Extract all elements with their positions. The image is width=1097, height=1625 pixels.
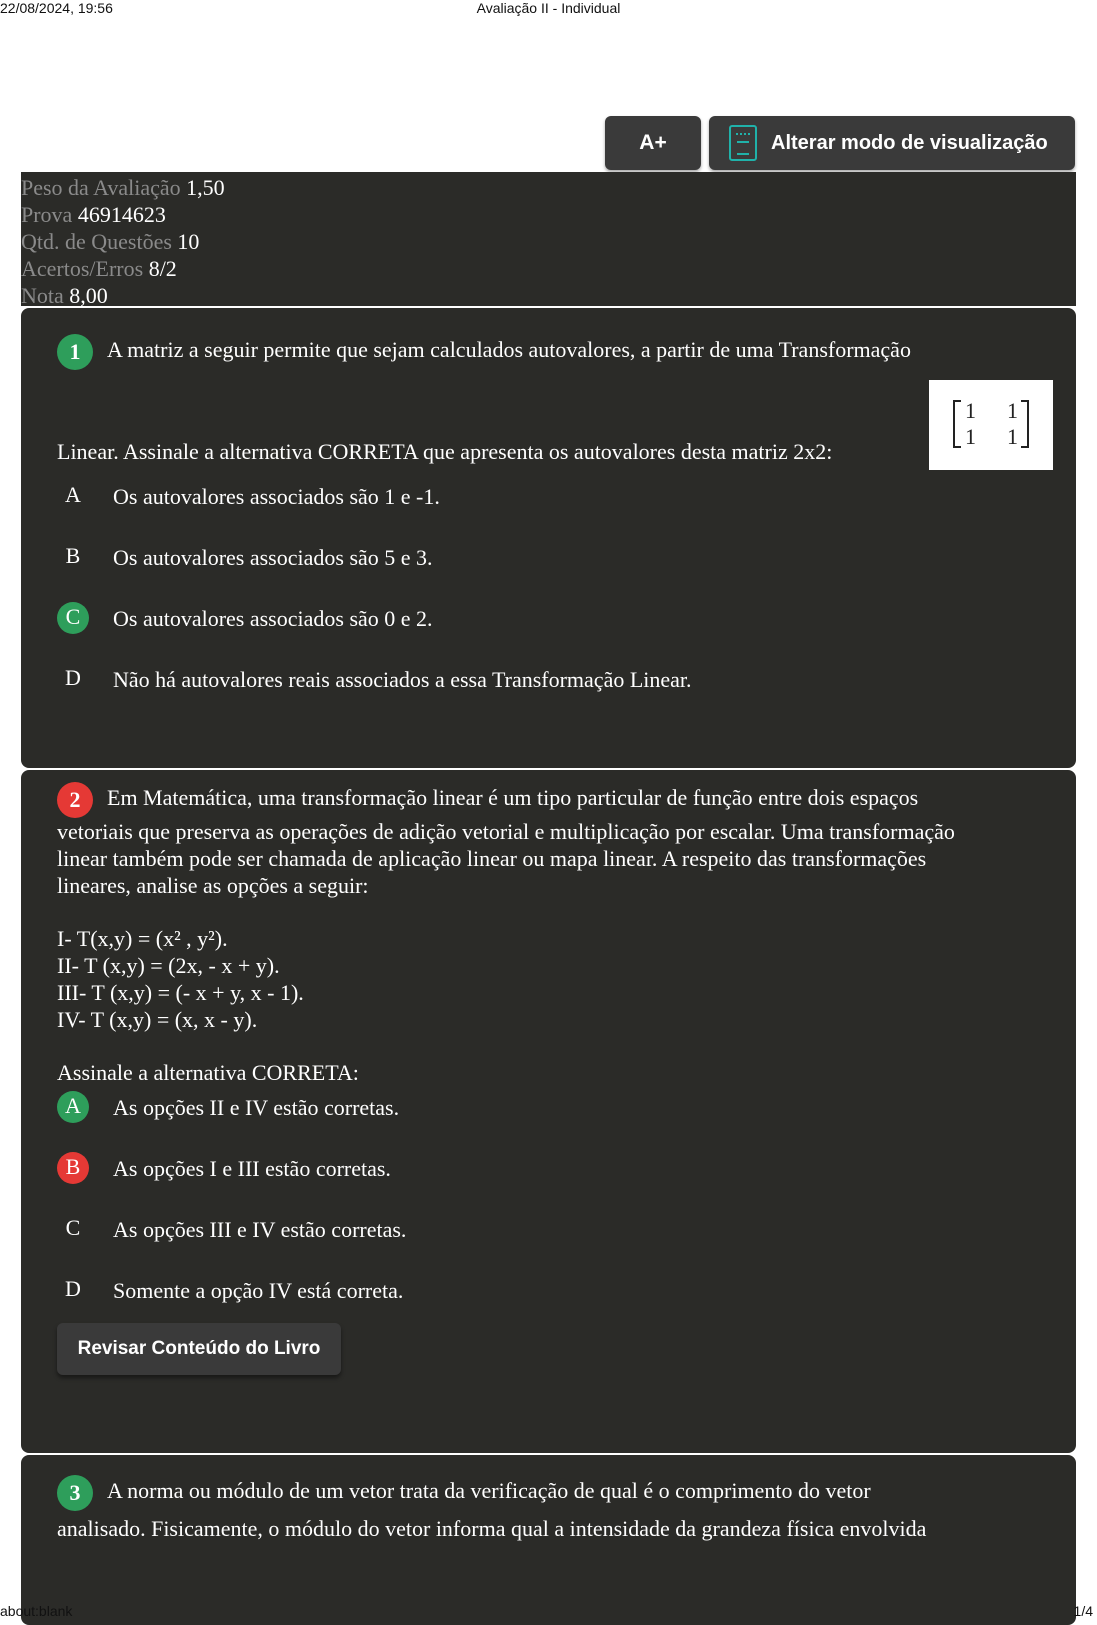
info-grade: Nota 8,00 (21, 283, 108, 308)
matrix-image (929, 380, 1053, 470)
question-1-option-c[interactable] (57, 602, 1040, 638)
question-card-1 (21, 308, 1076, 768)
question-2-option-c[interactable] (57, 1213, 1040, 1249)
toolbar (605, 116, 1075, 170)
print-header (0, 0, 1097, 16)
question-1-text-line2: Linear. Assinale a alternativa CORRETA que apresenta os autovalores desta matriz 2x2: (57, 439, 833, 464)
question-number-badge: 3 (57, 1475, 93, 1511)
increase-font-button[interactable]: A+ (605, 116, 701, 170)
change-view-mode-label: Alterar modo de visualização (771, 131, 1048, 154)
info-exam-id: Prova 46914623 (21, 202, 166, 227)
option-letter-correct: C (57, 602, 89, 634)
option-text: Os autovalores associados são 5 e 3. (113, 545, 433, 570)
question-card-2 (21, 770, 1076, 1453)
info-question-count: Qtd. de Questões 10 (21, 229, 200, 254)
option-letter: A (65, 482, 81, 507)
option-letter: B (65, 543, 81, 568)
matrix-cell: 1 (1007, 424, 1018, 449)
info-score-ratio: Acertos/Erros 8/2 (21, 256, 177, 281)
question-2-option-d[interactable] (57, 1274, 1040, 1310)
statement-item: III- T (x,y) = (- x + y, x - 1). (57, 980, 304, 1005)
statement-item: II- T (x,y) = (2x, - x + y). (57, 953, 280, 978)
question-2-option-a[interactable] (57, 1091, 1040, 1127)
option-text: Os autovalores associados são 0 e 2. (113, 606, 433, 631)
question-2-text: 2 Em Matemática, uma transformação linear é um tipo particular de função entre dois espaços vetoriais que preserva as operações de adição vetorial e multiplicação por escalar. Uma transformação linear também pode ser chamada de aplicação linear ou mapa linear. A respeito das transformações lineares, analise as opções a seguir: I- T(x,y) = (x² , y²). II- T (x,y) = (2x, - x + y). III- T (x,y) = (- x + y, x - 1). IV- T (x,y) = (x, x - y). Assinale a alternativa CORRETA: (57, 782, 1040, 1086)
matrix-cell: 1 (965, 424, 976, 449)
question-1-text-line1: 1 A matriz a seguir permite que sejam calculados autovalores, a partir de uma Transformação (57, 334, 1040, 370)
question-card-3 (21, 1455, 1076, 1625)
question-2-prompt: Assinale a alternativa CORRETA: (57, 1060, 359, 1085)
change-view-mode-button[interactable] (709, 116, 1075, 170)
print-url: about:blank (0, 1603, 73, 1619)
option-text: Os autovalores associados são 1 e -1. (113, 484, 440, 509)
print-footer (0, 1603, 1097, 1619)
exam-info-panel (21, 172, 1076, 306)
print-datetime: 22/08/2024, 19:56 (0, 0, 113, 16)
question-1-option-d[interactable] (57, 663, 1040, 699)
option-text: As opções III e IV estão corretas. (113, 1217, 407, 1242)
info-weight: Peso da Avaliação 1,50 (21, 175, 225, 200)
option-text: Não há autovalores reais associados a essa Transformação Linear. (113, 667, 692, 692)
option-text: As opções I e III estão corretas. (113, 1156, 391, 1181)
option-text: Somente a opção IV está correta. (113, 1278, 404, 1303)
question-1-option-b[interactable] (57, 541, 1040, 577)
matrix-cell: 1 (1007, 398, 1018, 423)
option-letter-correct: A (57, 1091, 89, 1123)
question-2-option-b[interactable] (57, 1152, 1040, 1188)
print-title: Avaliação II - Individual (476, 0, 621, 16)
document-icon (729, 125, 757, 161)
question-1-option-a[interactable] (57, 480, 1040, 516)
statement-item: I- T(x,y) = (x² , y²). (57, 926, 228, 951)
option-letter: D (65, 1276, 81, 1301)
option-text: As opções II e IV estão corretas. (113, 1095, 400, 1120)
option-letter-wrong: B (57, 1152, 89, 1184)
review-book-content-button[interactable]: Revisar Conteúdo do Livro (57, 1323, 341, 1375)
question-3-text: 3 A norma ou módulo de um vetor trata da verificação de qual é o comprimento do vetor analisado. Fisicamente, o módulo do vetor informa qual a intensidade da grandeza física envolvida (57, 1475, 1040, 1542)
print-page-number: 1/4 (1073, 1603, 1093, 1619)
option-letter: C (65, 1215, 81, 1240)
matrix-cell: 1 (965, 398, 976, 423)
option-letter: D (65, 665, 81, 690)
question-number-badge: 2 (57, 782, 93, 818)
statement-item: IV- T (x,y) = (x, x - y). (57, 1007, 258, 1032)
question-number-badge: 1 (57, 334, 93, 370)
